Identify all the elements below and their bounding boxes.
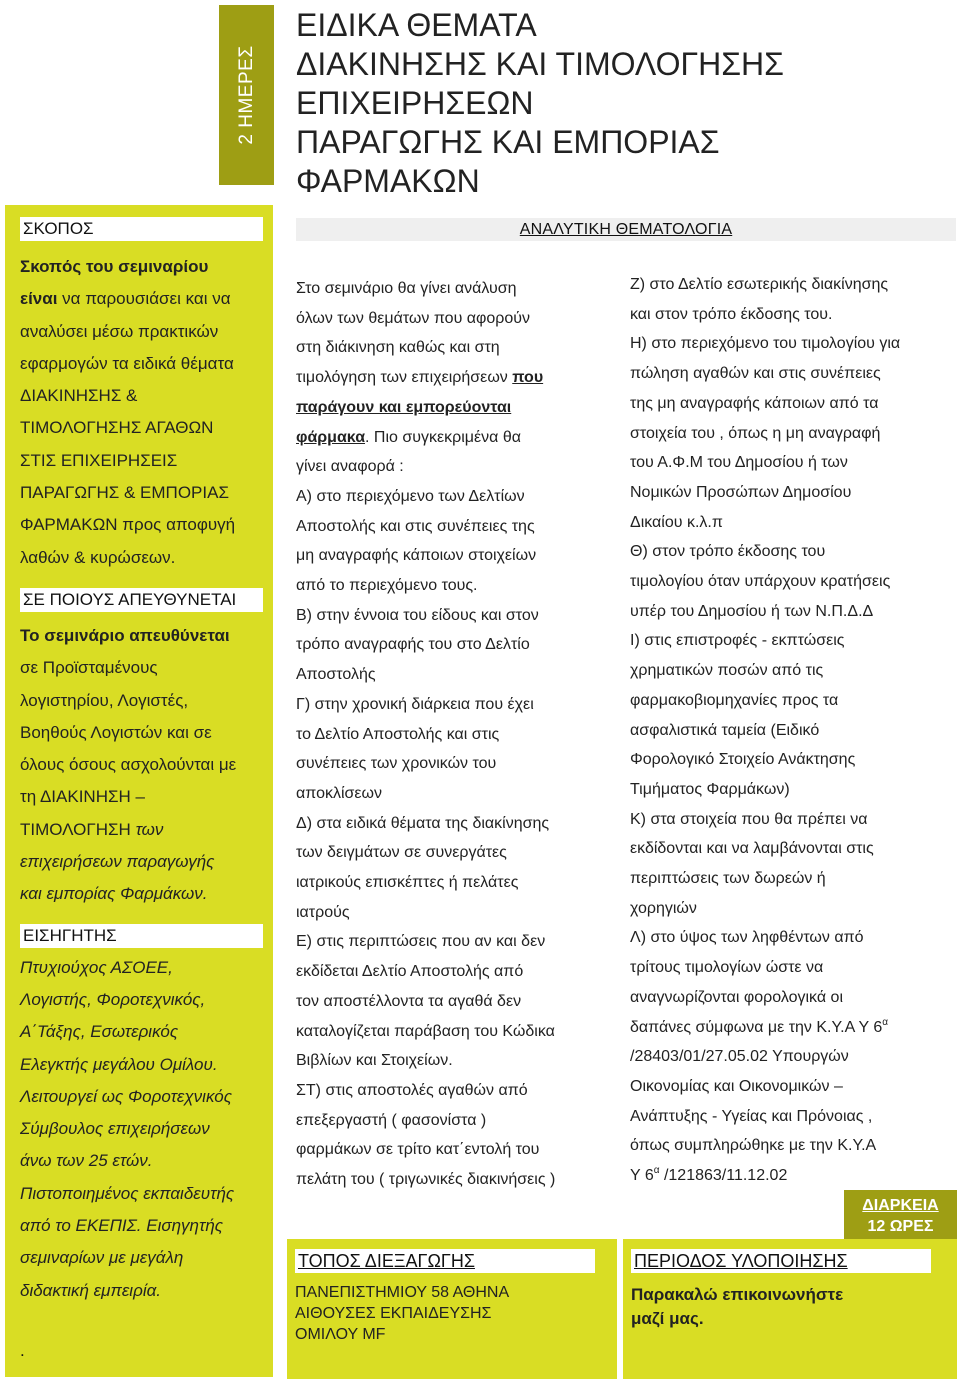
duration-days-label: 2 ΗΜΕΡΕΣ <box>235 45 257 145</box>
topic-line: Δικαίου κ.λ.π <box>630 513 723 531</box>
purpose-line: Σκοπός του σεμιναρίου <box>20 257 209 276</box>
purpose-text <box>20 251 273 574</box>
purpose-line: ΦΑΡΜΑΚΩΝ προς αποφυγή <box>20 515 236 535</box>
topic-line: του Α.Φ.Μ του Δημοσίου ή των <box>630 454 848 472</box>
analytics-column-left <box>296 274 616 1195</box>
purpose-line-rest: να παρουσιάσει και να <box>57 289 231 309</box>
topic-line: Η) στο περιεχόμενο του τιμολογίου για <box>630 335 901 353</box>
topic-line: τρίτους τιμολογίων ώστε να <box>630 959 824 977</box>
topic-line <box>630 1013 956 1043</box>
instructor-line: σεμιναρίων με μεγάλη <box>20 1248 184 1268</box>
audience-line: Το σεμινάριο απευθύνεται <box>20 625 230 645</box>
purpose-line: λαθών & κυρώσεων. <box>20 547 176 567</box>
topic-line: χρηματικών ποσών από τις <box>630 662 824 680</box>
location-heading-text: ΤΟΠΟΣ ΔΙΕΞΑΓΩΓΗΣ <box>298 1251 475 1271</box>
topic-line: Γ) στην χρονική διάρκεια που έχει <box>296 695 534 713</box>
topic-line <box>296 423 616 453</box>
purpose-line: ΤΙΜΟΛΟΓΗΣΗΣ ΑΓΑΘΩΝ <box>20 418 214 438</box>
instructor-line: άνω των 25 ετών. <box>20 1151 153 1171</box>
instructor-heading: ΕΙΣΗΓΗΤΗΣ <box>20 924 263 948</box>
instructor-line: Πτυχιούχος ΑΣΟΕΕ, <box>20 957 173 977</box>
topic-line: τρόπο αναγραφής του στο Δελτίο <box>296 636 530 654</box>
topic-line: από το περιεχόμενο τους. <box>296 577 478 595</box>
topic-line: φαρμάκων σε τρίτο κατ΄εντολή του <box>296 1141 540 1159</box>
purpose-line: αναλύσει μέσω πρακτικών <box>20 321 219 341</box>
duration-badge <box>844 1190 957 1241</box>
location-heading <box>295 1249 595 1273</box>
topic-line: πώληση αγαθών και στις συνέπειες <box>630 365 881 383</box>
topic-plain: . Πιο συγκεκριμένα θα <box>365 428 521 446</box>
instructor-line: διδακτική εμπειρία. <box>20 1280 162 1300</box>
audience-line: τη ΔΙΑΚΙΝΗΣΗ – <box>20 787 145 807</box>
analytics-column-right <box>630 270 956 1191</box>
topic-sup: α <box>882 1016 889 1028</box>
location-line: ΠΑΝΕΠΙΣΤΗΜΙΟΥ 58 ΑΘΗΝΑ <box>295 1284 510 1301</box>
topic-line <box>630 1161 956 1191</box>
topic-line: τον αποστέλλοντα τα αγαθά δεν <box>296 992 522 1010</box>
topic-line: παράγουν και εμπορεύονται <box>296 398 512 416</box>
audience-line: όλους όσους ασχολούνται με <box>20 755 237 775</box>
topic-line: ασφαλιστικά ταμεία (Ειδικό <box>630 721 820 739</box>
topic-line: των δειγμάτων σε συνεργάτες <box>296 844 507 862</box>
topic-line: Ζ) στο Δελτίο εσωτερικής διακίνησης <box>630 276 889 293</box>
analytics-heading <box>296 218 956 241</box>
purpose-line: ΣΤΙΣ ΕΠΙΧΕΙΡΗΣΕΙΣ <box>20 450 178 470</box>
topic-line: Βιβλίων και Στοιχείων. <box>296 1052 453 1070</box>
topic-line: στη διάκινηση καθώς και στη <box>296 339 500 357</box>
topic-line: Αποστολής και στις συνέπειες της <box>296 517 535 535</box>
topic-line: Νομικών Προσώπων Δημοσίου <box>630 483 852 501</box>
topic-line: μη αναγραφής κάποιων στοιχείων <box>296 547 537 565</box>
audience-text <box>20 620 273 911</box>
instructor-line: Σύμβουλος επιχειρήσεων <box>20 1119 210 1139</box>
title-line: ΕΙΔΙΚΑ ΘΕΜΑΤΑ <box>296 7 537 43</box>
topic-line: εκδίδεται Δελτίο Αποστολής από <box>296 963 524 981</box>
topic-line: περιπτώσεις των δωρεών ή <box>630 870 826 888</box>
audience-line: και εμπορίας Φαρμάκων. <box>20 884 208 904</box>
topic-line: και στον τρόπο έκδοσης του. <box>630 305 833 323</box>
instructor-line: Ελεγκτής μεγάλου Ομίλου. <box>20 1054 218 1074</box>
period-line: μαζί μας. <box>631 1309 704 1328</box>
audience-heading: ΣΕ ΠΟΙΟΥΣ ΑΠΕΥΘΥΝΕΤΑΙ <box>20 588 263 612</box>
topic-line: το Δελτίο Αποστολής και στις <box>296 725 500 743</box>
period-text <box>631 1283 957 1331</box>
topic-plain: Υ 6 <box>630 1167 654 1185</box>
topic-line: στοιχεία του , όπως η μη αναγραφή <box>630 424 881 442</box>
topic-line: Αποστολής <box>296 666 376 684</box>
instructor-text <box>20 952 273 1307</box>
purpose-line: ΔΙΑΚΙΝΗΣΗΣ & <box>20 386 138 406</box>
page-title <box>296 6 936 201</box>
topic-line: Θ) στον τρόπο έκδοσης του <box>630 543 826 561</box>
duration-value: 12 ΩΡΕΣ <box>867 1218 934 1235</box>
purpose-line: εφαρμογών τα ειδικά θέματα <box>20 353 234 373</box>
purpose-heading: ΣΚΟΠΟΣ <box>20 217 263 241</box>
topic-line: Στο σεμινάριο θα γίνει ανάλυση <box>296 280 517 297</box>
topic-plain: δαπάνες σύμφωνα με την Κ.Υ.Α Υ 6 <box>630 1018 883 1036</box>
topic-line: της μη αναγραφής κάποιων από τα <box>630 394 879 412</box>
location-line: ΑΙΘΟΥΣΕΣ ΕΚΠΑΙΔΕΥΣΗΣ <box>295 1305 492 1322</box>
topic-line: καταλογίζεται παράβαση του Κώδικα <box>296 1022 555 1040</box>
instructor-line: Λογιστής, Φοροτεχνικός, <box>20 989 206 1009</box>
instructor-line: Α΄Τάξης, Εσωτερικός <box>20 1022 179 1042</box>
audience-line: Βοηθούς Λογιστών και σε <box>20 722 212 742</box>
topic-line: Δ) στα ειδικά θέματα της διακίνησης <box>296 814 550 832</box>
purpose-line <box>20 283 273 315</box>
instructor-line: Πιστοποιημένος εκπαιδευτής <box>20 1183 235 1203</box>
topic-line: Τιμήματος Φαρμάκων) <box>630 780 790 798</box>
topic-line: αποκλίσεων <box>296 784 383 802</box>
audience-italic: των <box>135 819 164 839</box>
instructor-line: από το ΕΚΕΠΙΣ. Εισηγητής <box>20 1216 224 1236</box>
topic-line: ιατρούς <box>296 903 350 921</box>
topic-line: τιμολογίου όταν υπάρχουν κρατήσεις <box>630 573 891 591</box>
period-box <box>623 1239 957 1379</box>
topic-line: φαρμακοβιομηχανίες προς τα <box>630 691 839 709</box>
topic-line: Κ) στα στοιχεία που θα πρέπει να <box>630 810 868 828</box>
audience-line: επιχειρήσεων παραγωγής <box>20 852 215 872</box>
topic-line: Ε) στις περιπτώσεις που αν και δεν <box>296 933 546 951</box>
topic-line: επεξεργαστή ( φασονίστα ) <box>296 1111 487 1129</box>
topic-line: συνέπειες των χρονικών του <box>296 755 497 773</box>
topic-bold: φάρμακα <box>296 428 366 446</box>
topic-line: ιατρικούς επισκέπτες ή πελάτες <box>296 874 519 892</box>
topic-line: όπως συμπληρώθηκε με την Κ.Υ.Α <box>630 1137 877 1155</box>
topic-line: Φορολογικό Στοιχείο Ανάκτησης <box>630 751 856 769</box>
topic-line: όλων των θεμάτων που αφορούν <box>296 309 531 327</box>
topic-line: εκδίδονται και να λαμβάνονται στις <box>630 840 874 858</box>
audience-plain: ΤΙΜΟΛΟΓΗΣΗ <box>20 819 136 839</box>
topic-line <box>296 363 616 393</box>
topic-line: /28403/01/27.05.02 Υπουργών <box>630 1048 849 1066</box>
topic-plain: τιμολόγηση των επιχειρήσεων <box>296 369 513 387</box>
trailing-dot: . <box>20 1340 25 1360</box>
audience-line: σε Προϊσταμένους <box>20 658 158 678</box>
topic-line: υπέρ του Δημοσίου ή των Ν.Π.Δ.Δ <box>630 602 874 620</box>
topic-line: ΣΤ) στις αποστολές αγαθών από <box>296 1081 528 1099</box>
purpose-line: ΠΑΡΑΓΩΓΗΣ & ΕΜΠΟΡΙΑΣ <box>20 483 229 503</box>
purpose-bold-word: είναι <box>20 289 58 309</box>
location-box <box>287 1239 617 1379</box>
period-line: Παρακαλώ επικοινωνήστε <box>631 1285 844 1304</box>
left-sidebar <box>5 205 273 1377</box>
duration-label: ΔΙΑΡΚΕΙΑ <box>862 1197 939 1214</box>
topic-line: Ι) στις επιστροφές - εκπτώσεις <box>630 632 845 650</box>
audience-line <box>20 814 273 846</box>
instructor-line: Λειτουργεί ως Φοροτεχνικός <box>20 1086 232 1106</box>
period-heading-text: ΠΕΡΙΟΔΟΣ ΥΛΟΠΟΙΗΣΗΣ <box>634 1251 848 1271</box>
topic-line: γίνει αναφορά : <box>296 458 404 476</box>
topic-line: χορηγιών <box>630 899 697 917</box>
topic-line: αναγνωρίζονται φορολογικά οι <box>630 988 844 1006</box>
analytics-heading-text: ΑΝΑΛΥΤΙΚΗ ΘΕΜΑΤΟΛΟΓΙΑ <box>519 221 733 238</box>
topic-line: Οικονομίας και Οικονομικών – <box>630 1077 843 1095</box>
period-heading <box>631 1249 931 1273</box>
title-line: ΦΑΡΜΑΚΩΝ <box>296 163 480 199</box>
topic-line: πελάτη του ( τριγωνικές διακινήσεις ) <box>296 1171 556 1189</box>
location-line: ΟΜΙΛΟΥ MF <box>295 1326 386 1343</box>
topic-line: Α) στο περιεχόμενο των Δελτίων <box>296 487 525 505</box>
topic-line: Β) στην έννοια του είδους και στον <box>296 606 539 624</box>
title-line: ΔΙΑΚΙΝΗΣΗΣ ΚΑΙ ΤΙΜΟΛΟΓΗΣΗΣ <box>296 46 784 82</box>
topic-line: Λ) στο ύψος των ληφθέντων από <box>630 929 864 947</box>
topic-sup: α <box>653 1165 660 1177</box>
duration-days-tab <box>219 5 274 185</box>
topic-line: Ανάπτυξης - Υγείας και Πρόνοιας , <box>630 1107 873 1125</box>
topic-plain: /121863/11.12.02 <box>659 1167 788 1185</box>
location-text <box>295 1282 617 1345</box>
title-line: ΠΑΡΑΓΩΓΗΣ ΚΑΙ ΕΜΠΟΡΙΑΣ <box>296 124 720 160</box>
audience-line: λογιστηρίου, Λογιστές, <box>20 690 189 710</box>
title-line: ΕΠΙΧΕΙΡΗΣΕΩΝ <box>296 85 534 121</box>
topic-bold: που <box>512 369 544 387</box>
